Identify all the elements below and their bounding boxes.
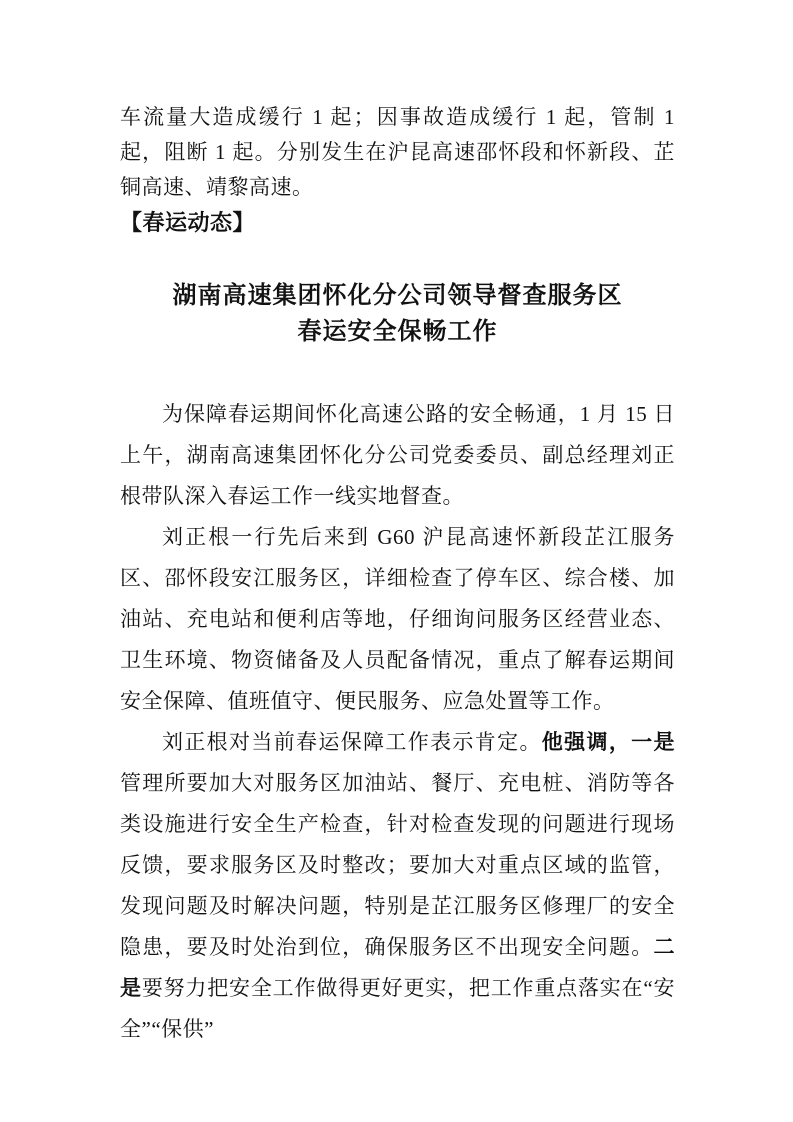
emphasized-text: 二是 xyxy=(120,935,675,1000)
section-marker-chunyun-dongtai: 【春运动态】 xyxy=(120,210,256,235)
article-title xyxy=(120,278,675,350)
article-title-line-2: 春运安全保畅工作 xyxy=(297,318,498,345)
paragraph-traffic-incident-summary: 车流量大造成缓行 1 起；因事故造成缓行 1 起，管制 1 起，阻断 1 起。分别发生在沪昆高速邵怀段和怀新段、芷铜高速、靖黎高速。 xyxy=(120,105,675,199)
paragraph-inspection-route xyxy=(120,517,675,722)
body-text: 管理所要加大对服务区加油站、餐厅、充电桩、消防等各类设施进行安全生产检查，针对检查发现的问题进行现场反馈，要求服务区及时整改；要加大对重点区域的监管，发现问题及时解决问题，特别是芷江服务区修理厂的安全隐患，要及时处治到位，确保服务区不出现安全问题。 xyxy=(120,771,675,959)
emphasized-text: 他强调，一是 xyxy=(541,730,676,754)
body-text: 为保障春运期间怀化高速公路的安全畅通，1 月 15 日上午，湖南高速集团怀化分公司党委委员、副总经理刘正根带队深入春运工作一线实地督查。 xyxy=(120,402,675,508)
body-text: 要努力把安全工作做得更好更实，把工作重点落实在“安全”“保供” xyxy=(120,976,675,1041)
paragraph-inspection-remarks xyxy=(120,722,675,1050)
paragraph-inspection-intro xyxy=(120,394,675,517)
article-title-line-1: 湖南高速集团怀化分公司领导督查服务区 xyxy=(172,282,623,309)
body-text: 刘正根对当前春运保障工作表示肯定。 xyxy=(162,730,542,754)
body-text: 刘正根一行先后来到 G60 沪昆高速怀新段芷江服务区、邵怀段安江服务区，详细检查了停车区、综合楼、加油站、充电站和便利店等地，仔细询问服务区经营业态、卫生环境、物资储备及人员配备情况，重点了解春运期间安全保障、值班值守、便民服务、应急处置等工作。 xyxy=(120,525,675,713)
